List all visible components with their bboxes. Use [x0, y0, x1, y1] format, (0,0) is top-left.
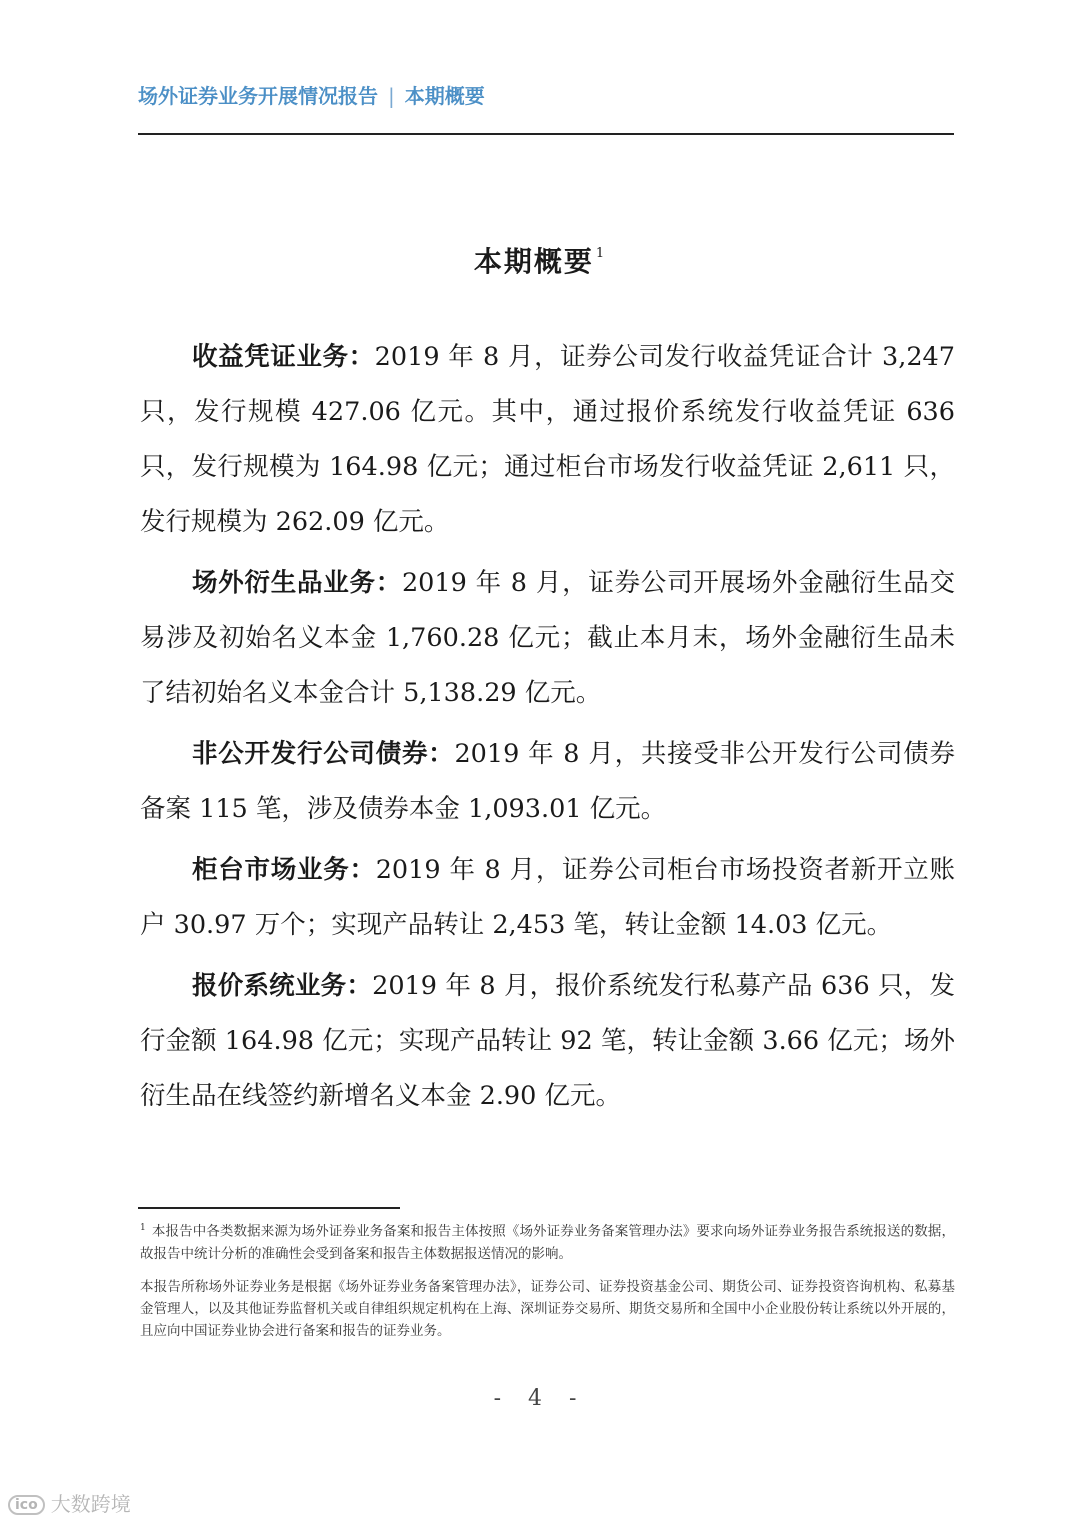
- paragraph-otc-derivatives: [140, 556, 955, 721]
- paragraph-text: 2019 年 8 月，证券公司开展场外金融衍生品交易涉及初始名义本金 1,760.28 亿元；截止本月末，场外金融衍生品未了结初始名义本金合计 5,138.29 亿元。: [140, 568, 955, 708]
- watermark-logo-icon: ico: [8, 1495, 45, 1515]
- footnote-text: 本报告中各类数据来源为场外证券业务备案和报告主体按照《场外证券业务备案管理办法》要求向场外证券业务报告系统报送的数据，故报告中统计分析的准确性会受到备案和报告主体数据报送情况的影响。: [140, 1223, 955, 1262]
- page-title-text: 本期概要: [473, 245, 594, 278]
- footnote-text: 本报告所称场外证券业务是根据《场外证券业务备案管理办法》，证券公司、证券投资基金公司、期货公司、证券投资咨询机构、私募基金管理人，以及其他证券监督机关或自律组织规定机构在上海、深圳证券交易所、期货交易所和全国中小企业股份转让系统以外开展的，且应向中国证券业协会进行备案和报告的证券业务。: [140, 1279, 955, 1339]
- report-title: 场外证券业务开展情况报告: [138, 84, 378, 108]
- paragraph-label: 柜台市场业务：: [192, 855, 376, 885]
- paragraph-private-bonds: [140, 727, 955, 837]
- section-name: 本期概要: [404, 84, 485, 108]
- paragraph-text: 2019 年 8 月，证券公司发行收益凭证合计 3,247 只，发行规模 427.06 亿元。其中，通过报价系统发行收益凭证 636 只，发行规模为 164.98 亿元；通过柜台市场发行收益凭证 2,611 只，发行规模为 262.09 亿元。: [140, 342, 955, 537]
- paragraph-income-certificates: [140, 330, 955, 550]
- watermark-text: 大数跨境: [50, 1492, 131, 1516]
- paragraph-label: 报价系统业务：: [192, 971, 373, 1001]
- paragraph-quotation-system: [140, 959, 955, 1124]
- watermark: [8, 1488, 131, 1517]
- paragraph-label: 收益凭证业务：: [192, 342, 375, 372]
- header-divider: [138, 133, 954, 135]
- paragraph-text: 2019 年 8 月，报价系统发行私募产品 636 只，发行金额 164.98 亿元；实现产品转让 92 笔，转让金额 3.66 亿元；场外衍生品在线签约新增名义本金 2.90 亿元。: [140, 971, 955, 1111]
- footnote-2: [140, 1276, 955, 1342]
- header-separator: |: [388, 84, 395, 108]
- paragraph-text: 2019 年 8 月，共接受非公开发行公司债券备案 115 笔，涉及债券本金 1,093.01 亿元。: [140, 739, 955, 824]
- page-title: [0, 240, 1080, 280]
- paragraph-label: 场外衍生品业务：: [192, 568, 402, 598]
- page-number: - 4 -: [493, 1386, 587, 1411]
- paragraph-text: 2019 年 8 月，证券公司柜台市场投资者新开立账户 30.97 万个；实现产品转让 2,453 笔，转让金额 14.03 亿元。: [140, 855, 955, 940]
- footnote-mark: 1: [140, 1223, 146, 1233]
- summary-body: [140, 330, 955, 1130]
- footnote-1: [140, 1217, 955, 1265]
- paragraph-counter-market: [140, 843, 955, 953]
- paragraph-label: 非公开发行公司债券：: [192, 739, 455, 769]
- footnote-divider: [138, 1207, 400, 1209]
- title-footnote-mark: 1: [595, 246, 607, 261]
- running-header: [138, 80, 485, 109]
